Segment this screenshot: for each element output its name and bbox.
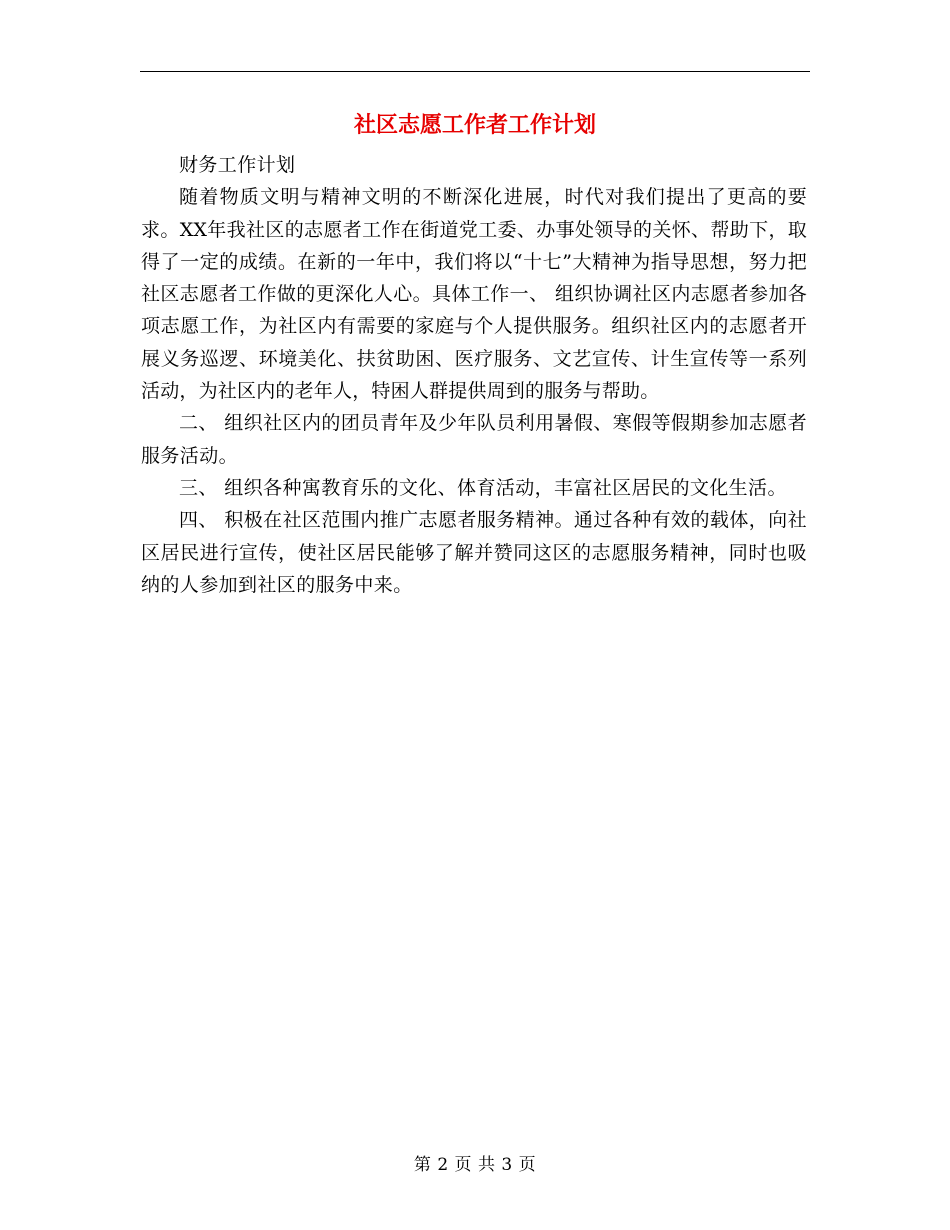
document-title: 社区志愿工作者工作计划 [353, 112, 596, 138]
paragraph-item-2: 二、 组织社区内的团员青年及少年队员利用暑假、寒假等假期参加志愿者服务活动。 [141, 412, 807, 467]
paragraph-item-3: 三、 组织各种寓教育乐的文化、体育活动，丰富社区居民的文化生活。 [179, 476, 787, 499]
page-number: 第 2 页 共 3 页 [413, 1155, 537, 1175]
paragraph-subtitle: 财务工作计划 [179, 154, 296, 176]
paragraph-intro: 随着物质文明与精神文明的不断深化进展，时代对我们提出了更高的要求。XX年我社区的志愿者工作在街道党工委、办事处领导的关怀、帮助下，取得了一定的成绩。在新的一年中，我们将以“十七”大精神为指导思想，努力把社区志愿者工作做的更深化人心。具体工作一、 组织协调社区内志愿者参加各项志愿工作，为社区内有需要的家庭与个人提供服务。组织社区内的志愿者开展义务巡逻、环境美化、扶贫助困、医疗服务、文艺宣传、计生宣传等一系列活动，为社区内的老年人，特困人群提供周到的服务与帮助。 [141, 186, 807, 403]
paragraph-item-4: 四、 积极在社区范围内推广志愿者服务精神。通过各种有效的载体，向社区居民进行宣传，使社区居民能够了解并赞同这区的志愿服务精神，同时也吸纳的人参加到社区的服务中来。 [141, 509, 807, 596]
document-body [141, 149, 807, 601]
header-rule [140, 71, 810, 72]
